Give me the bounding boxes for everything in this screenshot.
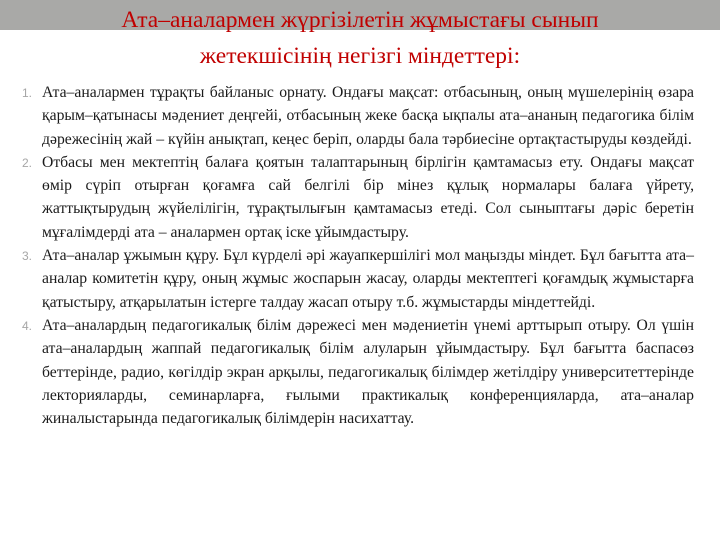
- duties-list: [0, 81, 720, 430]
- slide-title: [0, 2, 720, 74]
- item-text: Ата–аналармен тұрақты байланыс орнату. Ондағы мақсат: отбасының, оның мүшелерінің өзара қарым–қатынасы мәдениет деңгейі, отбасының жеке басқа ықпалы ата–ананың педагогика білім дәрежесінің жай – күйін анықтап, кеңес беріп, оларды бала тәрбиесіне ортақтастыруды көздейді.: [42, 84, 694, 148]
- title-line-2: жетекшісінің негізгі міндеттері:: [199, 43, 521, 69]
- title-line-1: Ата–аналармен жүргізілетін жұмыстағы сынып: [121, 7, 599, 33]
- item-text: Ата–аналардың педагогикалық білім дәрежесі мен мәдениетін үнемі арттырып отыру. Ол үшін ата–аналардың жаппай педагогикалық білім алуларын ұйымдастыру. Бұл бағытта баспасөз беттерінде, радио, көгілдір экран арқылы, педагогикалық білімдер жетілдіру университеттерінде лекторияларды, семинарларға, ғылыми практикалық конференцияларда, ата–аналар жиналыстарында педагогикалық білімдерін насихаттау.: [42, 316, 694, 428]
- list-item: [0, 81, 720, 151]
- item-text: Ата–аналар ұжымын құру. Бұл күрделі әрі жауапкершілігі мол маңызды міндет. Бұл бағытта ата–аналар комитетін құру, оның жұмыс жоспарын жасау, оларды мектептегі қоғамдық жұмыстарға қатыстыру, атқарылатын істерге талдау жасап отыру т.б. жұмыстарды міндеттейді.: [42, 247, 694, 311]
- list-item: [0, 314, 720, 430]
- list-item: [0, 244, 720, 314]
- item-number: 3.: [22, 249, 33, 264]
- item-number: 2.: [22, 155, 33, 170]
- item-text: Отбасы мен мектептің балаға қоятын талаптарының бірлігін қамтамасыз ету. Ондағы мақсат өмір сүріп отырған қоғамға сай белгілі бір мінез құлық нормалары балаға үйрету, жаттықтырудың жүйелілігін, тұрақтылығын қамтамасыз етеді. Сол сыныптағы дәріс беретін мұғалімдерді ата – аналармен ортақ іске ұйымдастыру.: [42, 153, 694, 241]
- item-number: 4.: [22, 318, 33, 333]
- list-item: [0, 151, 720, 244]
- item-number: 1.: [22, 86, 33, 100]
